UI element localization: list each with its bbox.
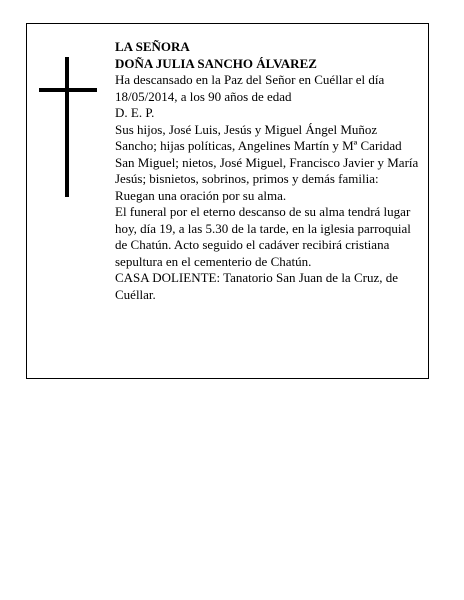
cross-horizontal-bar: [39, 88, 97, 92]
notice-heading: LA SEÑORA: [115, 39, 190, 54]
deceased-name: DOÑA JULIA SANCHO ÁLVAREZ: [115, 55, 317, 71]
obituary-notice: [26, 23, 429, 379]
cross-icon: [39, 57, 97, 197]
family-list: Sus hijos, José Luis, Jesús y Miguel Ángel Muñoz Sancho; hijas políticas, Angelines Martín y Mª Caridad San Miguel; nietos, José Miguel, Francisco Javier y María Jesús; bisnietos, sobrinos, primos y demás familia:: [115, 121, 419, 186]
notice-text: [115, 39, 420, 303]
mourning-house: CASA DOLIENTE: Tanatorio San Juan de la Cruz, de Cuéllar.: [115, 270, 398, 302]
cross-vertical-bar: [65, 57, 69, 197]
prayer-request: Ruegan una oración por su alma.: [115, 187, 287, 203]
rest-announcement: Ha descansado en la Paz del Señor en Cuéllar el día 18/05/2014, a los 90 años de edad: [115, 72, 385, 104]
dep-line: D. E. P.: [115, 105, 155, 120]
funeral-details: El funeral por el eterno descanso de su alma tendrá lugar hoy, día 19, a las 5.30 de la tarde, en la iglesia parroquial de Chatún. Acto seguido el cadáver recibirá cristiana sepultura en el cementerio de Chatún.: [115, 204, 411, 269]
